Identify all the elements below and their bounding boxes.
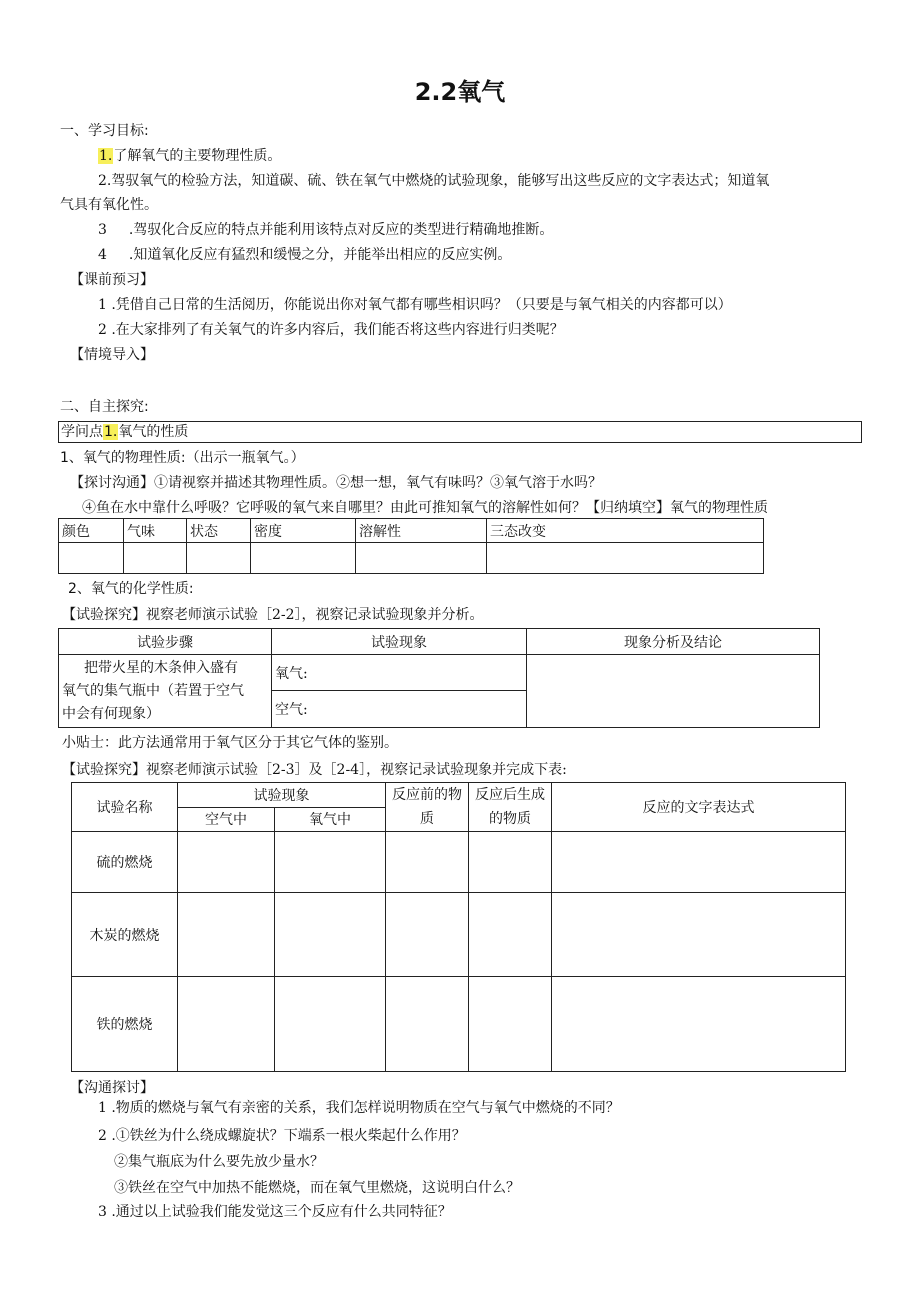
analysis-cell[interactable]: [527, 655, 820, 728]
experiment-2-table: [71, 782, 846, 1072]
blank-cell[interactable]: [469, 893, 552, 977]
blank-cell[interactable]: [487, 543, 764, 574]
blank-cell[interactable]: [386, 832, 469, 893]
experiment-1-intro: 【试验探究】视察老师演示试验［2-2］，视察记录试验现象并分析。: [62, 607, 484, 623]
goal-item-3: 3 .驾驭化合反应的特点并能利用该特点对反应的类型进行精确地推断。: [98, 222, 554, 238]
table-header-cell: 颜色: [59, 519, 124, 543]
discuss-line-1: 【探讨沟通】①请视察并描述其物理性质。②想一想，氧气有味吗？③氧气溶于水吗？: [70, 475, 602, 491]
table-header-cell: 空气中: [178, 807, 275, 832]
blank-cell[interactable]: [178, 977, 275, 1072]
blank-cell[interactable]: [275, 893, 386, 977]
blank-cell[interactable]: [386, 977, 469, 1072]
discuss-line-2: ④鱼在水中靠什么呼吸？它呼吸的氧气来自哪里？由此可推知氧气的溶解性如何？【归纳填空】氧气的物理性质: [82, 500, 768, 516]
row-label-cell: 铁的燃烧: [72, 977, 178, 1072]
experiment-2-intro: 【试验探究】视察老师演示试验［2-3］及［2-4］，视察记录试验现象并完成下表:: [62, 762, 567, 778]
experiment-step-cell: 把带火星的木条伸入盛有 氧气的集气瓶中（若置于空气 中会有何现象）: [59, 655, 272, 728]
oxygen-cell[interactable]: 氧气:: [272, 655, 527, 691]
situation-label: 【情境导入】: [70, 347, 154, 363]
physical-properties-table: [58, 518, 764, 574]
table-header-cell: 密度: [251, 519, 356, 543]
table-header-cell: 溶解性: [356, 519, 487, 543]
blank-cell[interactable]: [124, 543, 187, 574]
blank-cell[interactable]: [251, 543, 356, 574]
communication-label: 【沟通探讨】: [70, 1080, 154, 1096]
chemical-heading: 2、氧气的化学性质:: [68, 581, 194, 597]
air-cell[interactable]: 空气:: [272, 691, 527, 728]
table-header-cell: 试验名称: [72, 783, 178, 832]
goal-item-4: 4 .知道氧化反应有猛烈和缓慢之分，并能举出相应的反应实例。: [98, 247, 512, 263]
table-header-cell: 反应的文字表达式: [552, 783, 846, 832]
table-header-cell: 状态: [187, 519, 251, 543]
goal-item-2-cont: 气具有氧化性。: [60, 197, 158, 213]
tip-text: 小贴士：此方法通常用于氧气区分于其它气体的鉴别。: [62, 735, 398, 751]
knowledge-point-label: 学问点1.氧气的性质: [61, 424, 189, 440]
communication-item-3: 3 .通过以上试验我们能发觉这三个反应有什么共同特征？: [98, 1204, 452, 1220]
preview-item-2: 2 .在大家排列了有关氧气的许多内容后，我们能否将这些内容进行归类呢？: [98, 322, 564, 338]
page-title: 2.2氧气: [414, 78, 506, 106]
communication-item-2b: ②集气瓶底为什么要先放少量水？: [114, 1154, 324, 1170]
blank-cell[interactable]: [552, 832, 846, 893]
blank-cell[interactable]: [356, 543, 487, 574]
communication-item-1: 1 .物质的燃烧与氧气有亲密的关系，我们怎样说明物质在空气与氧气中燃烧的不同？: [98, 1100, 620, 1116]
table-header-cell: 试验步骤: [59, 629, 272, 655]
experiment-1-table: [58, 628, 820, 728]
row-label-cell: 木炭的燃烧: [72, 893, 178, 977]
goal-number: 1.: [99, 148, 113, 164]
physical-heading: 1、氧气的物理性质:（出示一瓶氧气。）: [60, 450, 305, 466]
blank-cell[interactable]: [275, 832, 386, 893]
table-header-cell: 气味: [124, 519, 187, 543]
table-header-cell: 氧气中: [275, 807, 386, 832]
blank-cell[interactable]: [59, 543, 124, 574]
preview-item-1: 1 .凭借自己日常的生活阅历，你能说出你对氧气都有哪些相识吗？（只要是与氧气相关的内容都可以）: [98, 297, 732, 313]
blank-cell[interactable]: [275, 977, 386, 1072]
blank-cell[interactable]: [178, 832, 275, 893]
communication-item-2: 2 .①铁丝为什么绕成螺旋状？下端系一根火柴起什么作用？: [98, 1128, 466, 1144]
table-header-cell: 试验现象: [178, 783, 386, 808]
preview-label: 【课前预习】: [70, 272, 154, 288]
blank-cell[interactable]: [187, 543, 251, 574]
section-heading-goals: 一、学习目标:: [60, 123, 149, 139]
table-header-cell: 现象分析及结论: [527, 629, 820, 655]
table-header-cell: 试验现象: [272, 629, 527, 655]
row-label-cell: 硫的燃烧: [72, 832, 178, 893]
table-header-cell: 反应前的物 质: [386, 783, 469, 832]
knowledge-point-box: [58, 421, 862, 443]
table-header-cell: 三态改变: [487, 519, 764, 543]
communication-item-2c: ③铁丝在空气中加热不能燃烧，而在氧气里燃烧，这说明白什么？: [114, 1180, 520, 1196]
blank-cell[interactable]: [552, 977, 846, 1072]
blank-cell[interactable]: [469, 977, 552, 1072]
blank-cell[interactable]: [178, 893, 275, 977]
blank-cell[interactable]: [552, 893, 846, 977]
goal-item-1: 1.了解氧气的主要物理性质。: [99, 148, 282, 164]
blank-cell[interactable]: [386, 893, 469, 977]
table-header-cell: 反应后生成 的物质: [469, 783, 552, 832]
section-heading-explore: 二、自主探究:: [60, 399, 149, 415]
goal-item-2: 2.驾驭氧气的检验方法，知道碳、硫、铁在氧气中燃烧的试验现象，能够写出这些反应的文字表达式；知道氧: [98, 173, 770, 189]
blank-cell[interactable]: [469, 832, 552, 893]
